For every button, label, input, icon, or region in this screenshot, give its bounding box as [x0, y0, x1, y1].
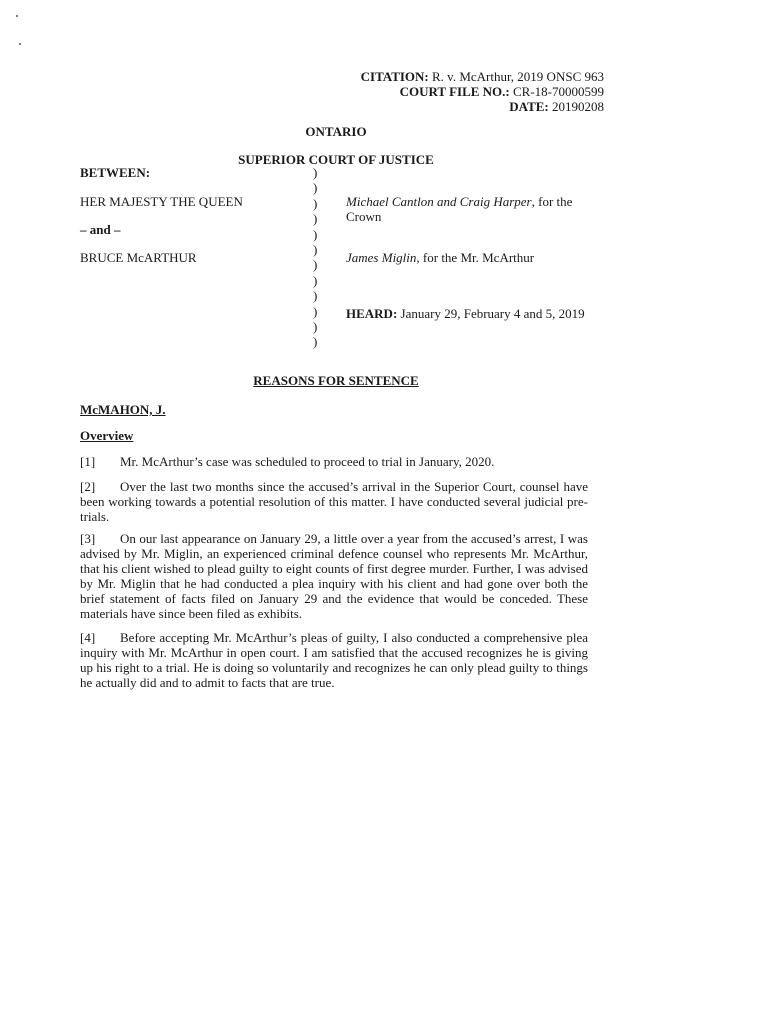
crown-counsel	[346, 194, 586, 224]
parties-separator: – and –	[80, 222, 121, 237]
paragraph	[80, 454, 588, 469]
defendant-name: BRUCE McARTHUR	[80, 250, 197, 265]
defence-counsel	[346, 250, 586, 265]
between-label: BETWEEN:	[80, 165, 151, 180]
paren: )	[313, 257, 318, 273]
paragraph-text: Before accepting Mr. McArthur’s pleas of guilty, I also conducted a comprehensive plea inquiry with Mr. McArthur in open court. I am satisfied that the accused recognizes he is giving up his right to a trial. He is doing so voluntarily and recognizes he can only plead guilty to things he actually did and to admit to facts that are true.	[80, 630, 588, 690]
date-value: 20190208	[552, 99, 604, 114]
court-name: SUPERIOR COURT OF JUSTICE	[238, 152, 434, 167]
paragraph-text: Mr. McArthur’s case was scheduled to proceed to trial in January, 2020.	[120, 454, 495, 469]
paren: )	[313, 180, 318, 196]
paragraph-text: On our last appearance on January 29, a little over a year from the accused’s arrest, I was advised by Mr. Miglin, an experienced criminal defence counsel who represents Mr. McArthur, that his client wished to plead guilty to eight counts of first degree murder. Further, I was advised by Mr. Miglin that he had conducted a plea inquiry with his client and had gone over both the brief statement of facts filed on January 29 and the evidence that would be conceded. These materials have since been filed as exhibits.	[80, 531, 588, 621]
paren: )	[313, 303, 318, 319]
crown-counsel-suffix: , for the Crown	[346, 194, 573, 224]
scan-speck	[19, 43, 21, 45]
plaintiff-name: HER MAJESTY THE QUEEN	[80, 194, 243, 209]
paren: )	[313, 272, 318, 288]
heard-value: January 29, February 4 and 5, 2019	[397, 306, 585, 321]
paren: )	[313, 165, 318, 180]
reasons-title: REASONS FOR SENTENCE	[253, 373, 419, 388]
heard-label: HEARD:	[346, 306, 398, 321]
court-file-value: CR-18-70000599	[513, 84, 604, 99]
section-heading-overview: Overview	[80, 428, 134, 443]
heard-dates	[346, 306, 586, 321]
citation-label: CITATION:	[360, 69, 429, 84]
defence-counsel-suffix: , for the Mr. McArthur	[416, 250, 535, 265]
defence-counsel-name: James Miglin	[346, 250, 417, 265]
scan-speck	[16, 15, 18, 17]
paragraph-text: Over the last two months since the accused’s arrival in the Superior Court, counsel have been working towards a potential resolution of this matter. I have conducted several judicial pre-trials.	[80, 479, 588, 524]
paren: )	[313, 242, 318, 258]
citation-value: R. v. McArthur, 2019 ONSC 963	[432, 69, 604, 84]
paren: )	[313, 319, 318, 335]
paragraph-number: [2]	[80, 479, 96, 494]
paragraph-number: [4]	[80, 630, 96, 645]
paren: )	[313, 226, 318, 242]
paragraph	[80, 479, 588, 524]
date-label: DATE:	[509, 99, 549, 114]
crown-counsel-names: Michael Cantlon and Craig Harper	[346, 194, 532, 209]
province-title: ONTARIO	[305, 124, 367, 139]
judge-name: McMAHON, J.	[80, 402, 166, 417]
parenthesis-column	[313, 165, 317, 350]
court-file-label: COURT FILE NO.:	[399, 84, 510, 99]
paren: )	[313, 211, 318, 227]
paren: )	[313, 334, 318, 350]
paren: )	[313, 288, 318, 304]
paragraph-number: [3]	[80, 531, 96, 546]
citation-header	[361, 69, 604, 114]
paren: )	[313, 195, 318, 211]
paragraph-number: [1]	[80, 454, 96, 469]
paragraph	[80, 630, 588, 690]
paragraph	[80, 531, 588, 621]
